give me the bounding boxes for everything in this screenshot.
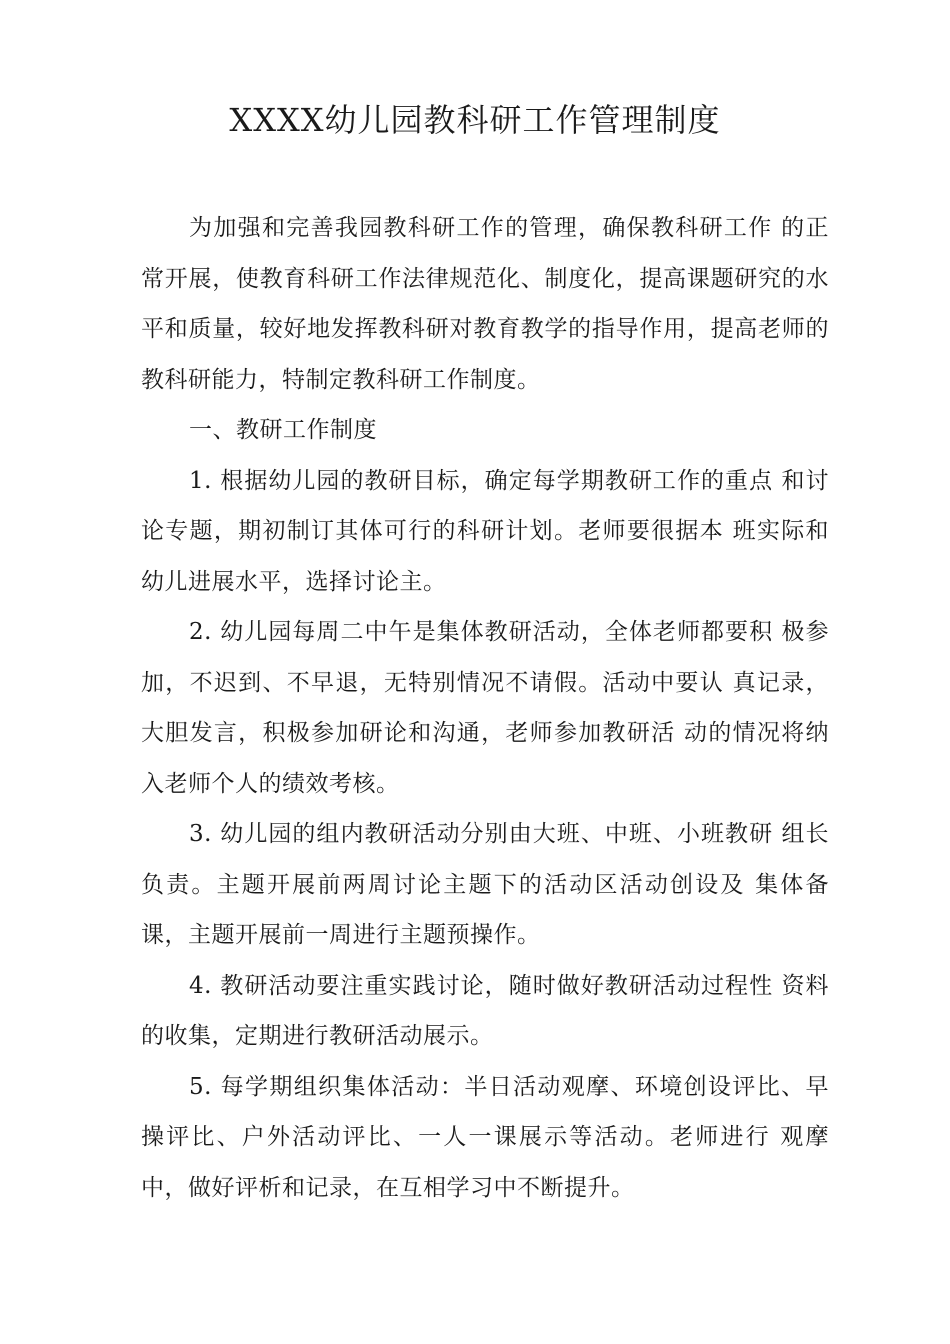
document-body [141,203,829,1213]
rule-item-1: 1. 根据幼儿园的教研目标，确定每学期教研工作的重点 和讨论专题，期初制订其体可行的科研计划。老师要很据本 班实际和幼儿进展水平，选择讨论主。 [141,467,829,595]
intro-paragraph: 为加强和完善我园教科研工作的管理，确保教科研工作 的正常开展，使教育科研工作法律规范化、制度化，提高课题研究的水平和质量，较好地发挥教科研对教育教学的指导作用，提高老师的教科研能力，特制定教科研工作制度。 [141,215,829,393]
section-heading: 一、教研工作制度 [189,417,377,443]
rule-item-2: 2. 幼儿园每周二中午是集体教研活动，全体老师都要积 极参加，不迟到、不早退，无特别情况不请假。活动中要认 真记录，大胆发言，积极参加研论和沟通，老师参加教研活 动的情况将纳入老师个人的绩效考核。 [141,619,829,797]
rule-item-4: 4. 教研活动要注重实践讨论，随时做好教研活动过程性 资料的收集，定期进行教研活动展示。 [141,972,829,1049]
document-title: XXXX幼儿园教科研工作管理制度 [229,101,721,139]
rule-item-5: 5. 每学期组织集体活动：半日活动观摩、环境创设评比、早操评比、户外活动评比、一人一课展示等活动。老师进行 观摩中，做好评析和记录，在互相学习中不断提升。 [141,1073,829,1201]
rule-item-3: 3. 幼儿园的组内教研活动分别由大班、中班、小班教研 组长负责。主题开展前两周讨论主题下的活动区活动创设及 集体备课，主题开展前一周进行主题预操作。 [141,821,829,948]
